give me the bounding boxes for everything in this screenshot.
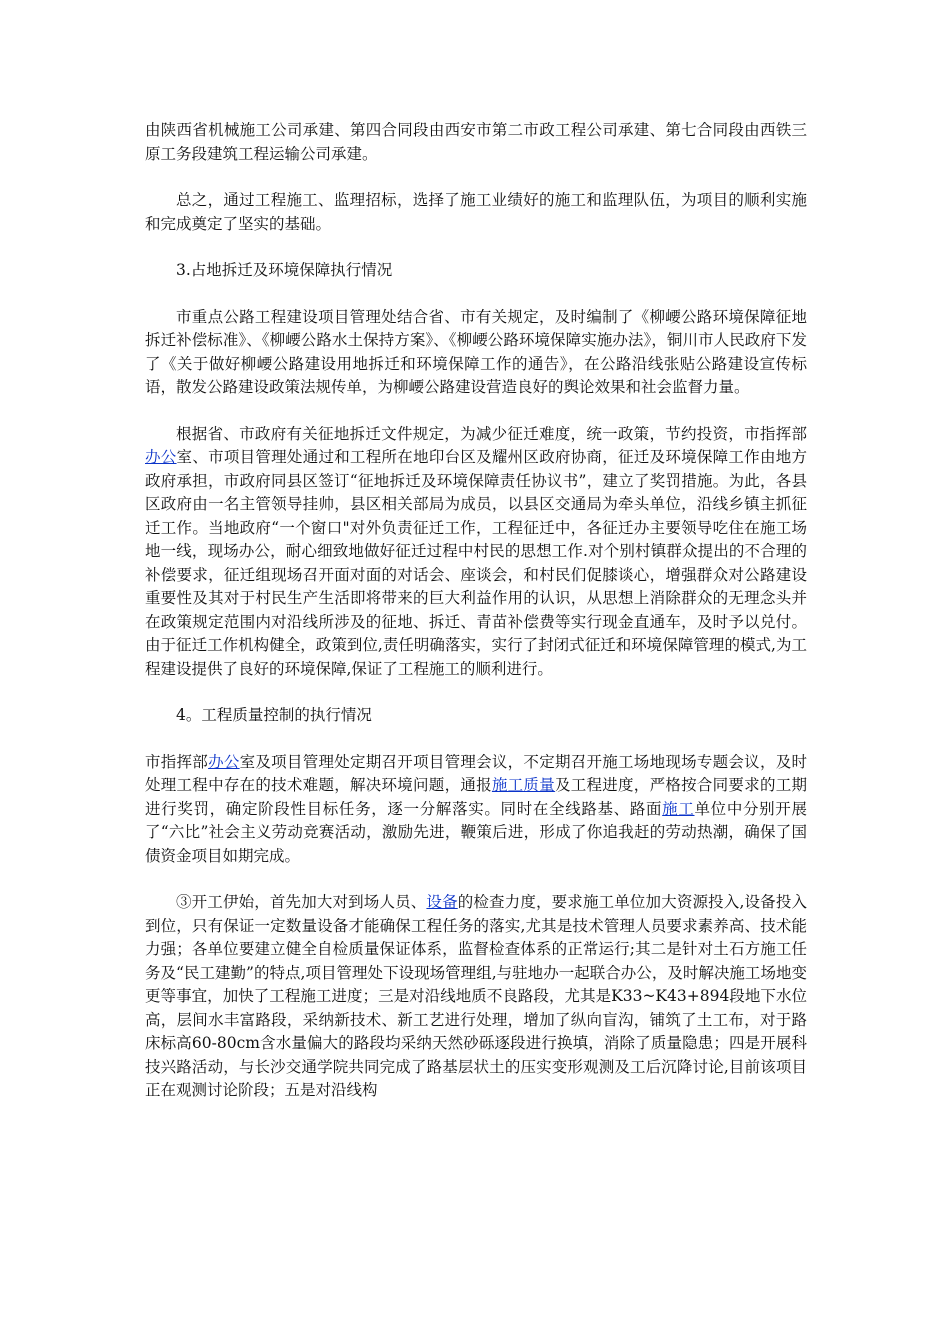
body-paragraph xyxy=(145,423,807,682)
body-paragraph xyxy=(145,189,807,236)
paragraph-text: 总之，通过工程施工、监理招标，选择了施工业绩好的施工和监理队伍，为项目的顺利实施和完成奠定了坚实的基础。 xyxy=(145,191,807,233)
paragraph-text: 单位中分别开展了“六比”社会主义劳动竞赛活动，激励先进，鞭策后进，形成了你追我赶的劳动热潮，确保了国债资金项目如期完成。 xyxy=(145,799,807,865)
body-paragraph xyxy=(145,751,807,869)
inline-link[interactable]: 办公 xyxy=(208,752,240,771)
inline-link[interactable]: 施工 xyxy=(662,799,695,818)
body-paragraph xyxy=(145,119,807,166)
paragraph-text: ③开工伊始，首先加大对到场人员、 xyxy=(176,893,427,911)
section-heading xyxy=(145,704,807,728)
paragraph-text: 的检查力度，要求施工单位加大资源投入,设备投入到位，只有保证一定数量设备才能确保工程任务的落实,尤其是技术管理人员要求素养高、技术能力强；各单位要建立健全自检质量保证体系，监督检查体系的正常运行;其二是针对土石方施工任务及“民工建勤”的特点,项目管理处下设现场管理组,与驻地办一起联合办公，及时解决施工场地变更等事宜，加快了工程施工进度；三是对沿线地质不良路段，尤其是K33~K43+894段地下水位高，层间水丰富路段，采纳新技术、新工艺进行处理，增加了纵向盲沟，铺筑了土工布，对于路床标高60-80cm含水量偏大的路段均采纳天然砂砾逐段进行换填，消除了质量隐患；四是开展科技兴路活动，与长沙交通学院共同完成了路基层状土的压实变形观测及工后沉降讨论,目前该项目正在观测讨论阶段；五是对沿线构 xyxy=(145,893,807,1099)
body-paragraph xyxy=(145,306,807,400)
inline-link[interactable]: 设备 xyxy=(426,893,458,911)
paragraph-text: 根据省、市政府有关征地拆迁文件规定，为减少征迁难度，统一政策，节约投资，市指挥部 xyxy=(176,424,807,443)
paragraph-text: 由陕西省机械施工公司承建、第四合同段由西安市第二市政工程公司承建、第七合同段由西铁三原工务段建筑工程运输公司承建。 xyxy=(145,121,807,163)
paragraph-text: 4。工程质量控制的执行情况 xyxy=(176,706,372,724)
paragraph-text: 市重点公路工程建设项目管理处结合省、市有关规定，及时编制了《柳崾公路环境保障征地拆迁补偿标准》、《柳崾公路水土保持方案》、《柳崾公路环境保障实施办法》，铜川市人民政府下发了《关于做好柳崾公路建设用地拆迁和环境保障工作的通告》，在公路沿线张贴公路建设宣传标语，散发公路建设政策法规传单，为柳崾公路建设营造良好的舆论效果和社会监督力量。 xyxy=(145,307,807,396)
paragraph-text: 室、市项目管理处通过和工程所在地印台区及耀州区政府协商，征迁及环境保障工作由地方政府承担，市政府同县区签订“征地拆迁及环境保障责任协议书”，建立了奖罚措施。为此，各县区政府由一名主管领导挂帅，县区相关部局为成员，以县区交通局为牵头单位，沿线乡镇主抓征迁工作。当地政府“一个窗口"对外负责征迁工作，工程征迁中，各征迁办主要领导吃住在施工场地一线，现场办公，耐心细致地做好征迁过程中村民的思想工作.对个别村镇群众提出的不合理的补偿要求，征迁组现场召开面对面的对话会、座谈会，和村民们促膝谈心，增强群众对公路建设重要性及其对于村民生产生活即将带来的巨大利益作用的认识，从思想上消除群众的无理念头并在政策规定范围内对沿线所涉及的征地、拆迁、青苗补偿费等实行现金直通车，及时予以兑付。由于征迁工作机构健全，政策到位,责任明确落实，实行了封闭式征迁和环境保障管理的模式,为工程建设提供了良好的环境保障,保证了工程施工的顺利进行。 xyxy=(145,448,807,678)
document-body xyxy=(145,119,807,1126)
paragraph-text: 市指挥部 xyxy=(145,752,209,771)
section-heading xyxy=(145,259,807,283)
inline-link[interactable]: 施工质量 xyxy=(491,776,555,794)
body-paragraph xyxy=(145,891,807,1103)
paragraph-text: 室及项目管理处定期召开项目管理会议，不定期召开施工场地现场专题会议，及时处理工程中存在的技术难题，解决环境问题，通报 xyxy=(145,752,807,794)
inline-link[interactable]: 办公 xyxy=(145,448,177,466)
paragraph-text: 3.占地拆迁及环境保障执行情况 xyxy=(176,261,393,279)
paragraph-text: 及工程进度，严格按合同要求的工期进行奖罚，确定阶段性目标任务，逐一分解落实。同时在全线路基、路面 xyxy=(145,776,807,818)
